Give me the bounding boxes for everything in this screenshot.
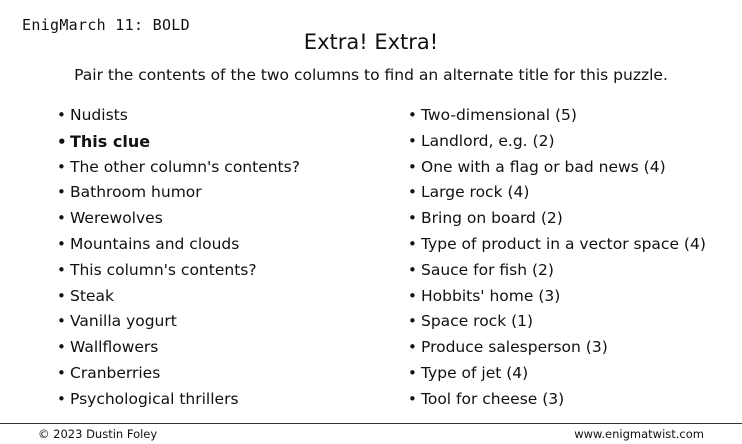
- right-clue-item: • Large rock (4): [408, 180, 706, 206]
- puzzle-instructions: Pair the contents of the two columns to find an alternate title for this puzzle.: [74, 66, 668, 84]
- puzzle-series-label: EnigMarch 11: BOLD: [22, 16, 190, 34]
- right-clue-item: • Hobbits' home (3): [408, 284, 706, 310]
- left-clue-item: • Vanilla yogurt: [57, 309, 300, 335]
- left-clue-item: • Steak: [57, 284, 300, 310]
- right-clue-item: • One with a flag or bad news (4): [408, 155, 706, 181]
- right-clue-item: • Type of product in a vector space (4): [408, 232, 706, 258]
- copyright-notice: © 2023 Dustin Foley: [38, 427, 158, 441]
- right-clue-item: • Space rock (1): [408, 309, 706, 335]
- website-link[interactable]: www.enigmatwist.com: [574, 427, 704, 441]
- right-clue-item: • Sauce for fish (2): [408, 258, 706, 284]
- left-clue-item: • Wallflowers: [57, 335, 300, 361]
- right-clue-column: [408, 103, 706, 413]
- right-clue-item: • Type of jet (4): [408, 361, 706, 387]
- left-clue-item: • Werewolves: [57, 206, 300, 232]
- right-clue-item: • Bring on board (2): [408, 206, 706, 232]
- left-clue-item: • This column's contents?: [57, 258, 300, 284]
- left-clue-item: • Bathroom humor: [57, 180, 300, 206]
- right-clue-item: • Two-dimensional (5): [408, 103, 706, 129]
- left-clue-item: • Cranberries: [57, 361, 300, 387]
- right-clue-item: • Produce salesperson (3): [408, 335, 706, 361]
- left-clue-item: • Psychological thrillers: [57, 387, 300, 413]
- left-clue-item: • Nudists: [57, 103, 300, 129]
- puzzle-title: Extra! Extra!: [303, 30, 439, 54]
- left-clue-item: • The other column's contents?: [57, 155, 300, 181]
- footer-divider: [0, 423, 742, 424]
- left-clue-column: [57, 103, 300, 413]
- left-clue-item: • Mountains and clouds: [57, 232, 300, 258]
- right-clue-item: • Tool for cheese (3): [408, 387, 706, 413]
- right-clue-item: • Landlord, e.g. (2): [408, 129, 706, 155]
- left-clue-item-bold: • This clue: [57, 129, 300, 155]
